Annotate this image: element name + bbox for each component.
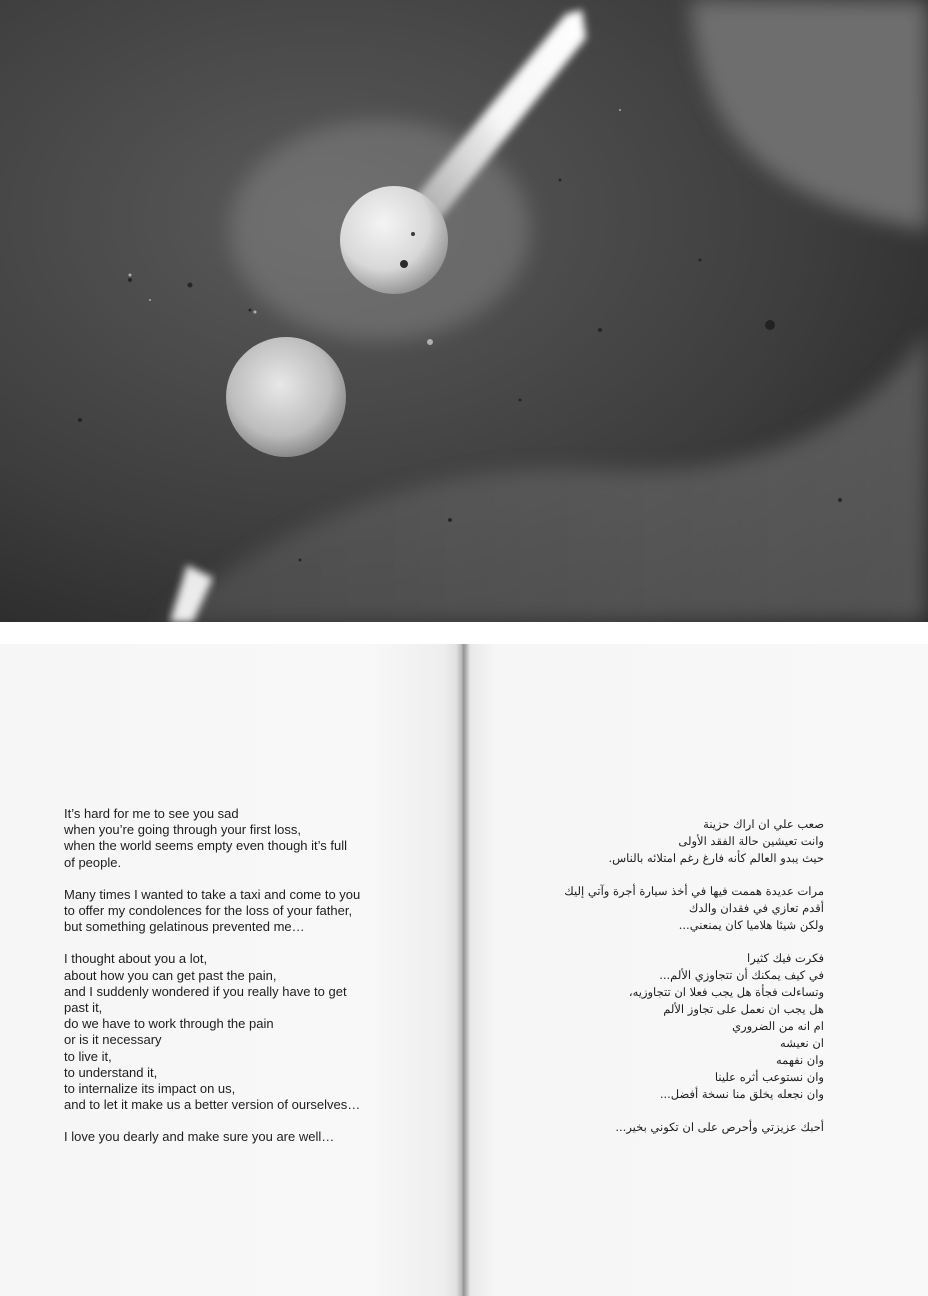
english-line: about how you can get past the pain, bbox=[64, 967, 277, 983]
english-line: I love you dearly and make sure you are well… bbox=[64, 1129, 335, 1145]
english-line: to offer my condolences for the loss of your father, bbox=[64, 903, 353, 919]
open-book bbox=[0, 644, 928, 1296]
english-line: Many times I wanted to take a taxi and come to you bbox=[64, 886, 361, 902]
arabic-line: فكرت فيك كثيرا bbox=[747, 951, 824, 965]
arabic-line: وان نستوعب أثره علينا bbox=[714, 1070, 824, 1084]
english-line: but something gelatinous prevented me… bbox=[64, 919, 305, 935]
arabic-stanza-1 bbox=[524, 816, 824, 867]
arabic-line: ام انه من الضروري bbox=[732, 1019, 824, 1033]
english-line: It’s hard for me to see you sad bbox=[64, 806, 239, 821]
arabic-line: هل يجب ان نعمل على تجاوز الألم bbox=[663, 1002, 824, 1016]
english-stanza-3 bbox=[64, 951, 394, 1113]
arabic-line: وان نجعله يخلق منا نسخة أفضل... bbox=[659, 1087, 824, 1101]
photograph bbox=[0, 0, 928, 622]
arabic-poem bbox=[524, 816, 824, 1152]
arabic-line: في كيف يمكنك أن تتجاوزي الألم... bbox=[659, 968, 824, 982]
english-line: of people. bbox=[64, 854, 122, 870]
english-line: to live it, bbox=[64, 1048, 112, 1064]
english-line: when you’re going through your first loss, bbox=[64, 822, 302, 838]
photo-icon bbox=[0, 0, 928, 622]
arabic-line: وان نفهمه bbox=[776, 1053, 824, 1067]
english-line: and I suddenly wondered if you really have to get bbox=[64, 983, 347, 999]
arabic-stanza-3 bbox=[524, 950, 824, 1103]
arabic-line: ولكن شيئا هلاميا كان يمنعني... bbox=[678, 918, 824, 932]
book-gutter bbox=[456, 644, 470, 1296]
arabic-line: أقدم تعازي في فقدان والدك bbox=[688, 901, 824, 915]
arabic-line: مرات عديدة هممت فيها في أخذ سيارة أجرة وآتي إليك bbox=[564, 884, 824, 898]
english-line: past it, bbox=[64, 1000, 103, 1016]
english-stanza-4 bbox=[64, 1129, 394, 1145]
arabic-stanza-2 bbox=[524, 883, 824, 934]
arabic-stanza-4 bbox=[524, 1119, 824, 1136]
english-stanza-2 bbox=[64, 887, 394, 936]
english-line: to internalize its impact on us, bbox=[64, 1081, 236, 1097]
english-stanza-1 bbox=[64, 806, 394, 871]
arabic-line: حيث يبدو العالم كأنه فارغ رغم امتلائه بالناس. bbox=[608, 851, 824, 865]
english-poem bbox=[64, 806, 394, 1162]
english-line: do we have to work through the pain bbox=[64, 1016, 274, 1032]
english-line: or is it necessary bbox=[64, 1032, 162, 1048]
english-line: and to let it make us a better version of ourselves… bbox=[64, 1097, 361, 1113]
arabic-line: ان نعيشه bbox=[780, 1036, 824, 1050]
arabic-line: أحبك عزيزتي وأحرص على ان تكوني بخير... bbox=[615, 1120, 824, 1134]
english-line: to understand it, bbox=[64, 1064, 158, 1080]
arabic-line: وانت تعيشين حالة الفقد الأولى bbox=[678, 834, 824, 848]
english-line: I thought about you a lot, bbox=[64, 951, 208, 967]
arabic-line: صعب علي ان اراك حزينة bbox=[703, 817, 824, 831]
english-line: when the world seems empty even though it’s full bbox=[64, 838, 348, 854]
arabic-line: وتساءلت فجأة هل يجب فعلا ان تتجاوزيه، bbox=[628, 985, 824, 999]
